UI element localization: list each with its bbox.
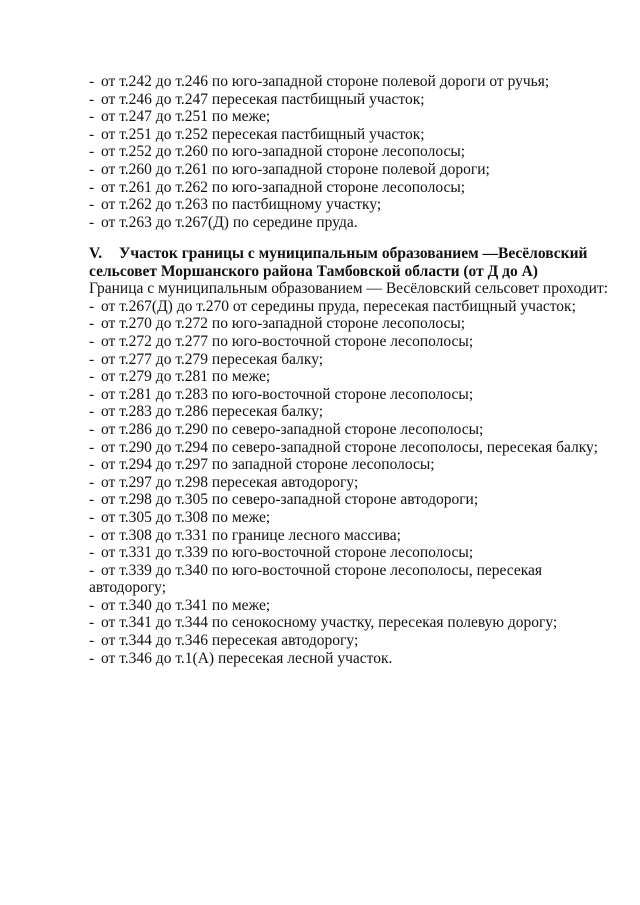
list-dash: - <box>89 456 95 474</box>
list-item-text: от т.242 до т.246 по юго-западной стороне полевой дороги от ручья; <box>101 73 550 90</box>
section-intro: Граница с муниципальным образованием — Весёловский сельсовет проходит: <box>89 280 609 298</box>
boundary-list-lower <box>89 298 609 667</box>
list-item-text: от т.261 до т.262 по юго-западной стороне лесополосы; <box>101 178 466 196</box>
list-dash: - <box>89 315 95 333</box>
list-item <box>89 143 609 161</box>
list-item <box>89 632 609 650</box>
list-item-text: от т.281 до т.283 по юго-восточной стороне лесополосы; <box>101 385 474 403</box>
list-item <box>89 509 609 527</box>
list-item <box>89 351 609 369</box>
list-item <box>89 196 609 214</box>
list-dash: - <box>89 90 95 108</box>
list-dash: - <box>89 213 95 231</box>
list-item <box>89 474 609 492</box>
list-dash: - <box>89 350 95 368</box>
list-item-text: от т.252 до т.260 по юго-западной стороне лесополосы; <box>101 143 466 161</box>
list-dash: - <box>89 438 95 456</box>
list-item <box>89 108 609 126</box>
list-item <box>89 544 609 562</box>
list-dash: - <box>89 632 95 650</box>
list-item <box>89 491 609 509</box>
list-item <box>89 421 609 439</box>
list-item <box>89 614 609 632</box>
list-dash: - <box>89 108 95 126</box>
list-item-text: от т.308 до т.331 по границе лесного массива; <box>101 526 401 544</box>
list-item-text: от т.305 до т.308 по меже; <box>101 508 271 526</box>
list-item-text: от т.331 до т.339 по юго-восточной стороне лесополосы; <box>101 544 474 562</box>
list-dash: - <box>89 544 95 562</box>
section-number: V. <box>89 245 103 262</box>
section-v <box>89 245 609 667</box>
list-item-text: от т.279 до т.281 по меже; <box>101 368 271 386</box>
list-dash: - <box>89 614 95 632</box>
list-dash: - <box>89 649 95 667</box>
list-dash: - <box>89 160 95 178</box>
list-dash: - <box>89 491 95 509</box>
list-item-text: от т.340 до т.341 по меже; <box>101 596 271 614</box>
list-dash: - <box>89 143 95 161</box>
list-item-text: от т.270 до т.272 по юго-западной стороне лесополосы; <box>101 315 466 333</box>
list-item <box>89 333 609 351</box>
list-dash: - <box>89 332 95 350</box>
list-item <box>89 126 609 144</box>
section-title-line1: Участок границы с муниципальным образованием —Весёловский <box>119 245 588 262</box>
list-item-text: от т.298 до т.305 по северо-западной стороне автодороги; <box>101 491 479 509</box>
list-item-text: от т.272 до т.277 по юго-восточной стороне лесополосы; <box>101 332 474 350</box>
list-item <box>89 91 609 109</box>
list-dash: - <box>89 561 95 579</box>
list-item-text: от т.263 до т.267(Д) по середине пруда. <box>101 213 358 231</box>
list-item-text: от т.251 до т.252 пересекая пастбищный участок; <box>101 125 425 143</box>
list-dash: - <box>89 596 95 614</box>
list-item-text: от т.247 до т.251 по меже; <box>101 108 271 126</box>
list-item-text: от т.277 до т.279 пересекая балку; <box>101 350 324 368</box>
list-item-text: от т.262 до т.263 по пастбищному участку; <box>101 196 382 214</box>
list-item <box>89 214 609 232</box>
list-item <box>89 403 609 421</box>
list-item <box>89 368 609 386</box>
list-dash: - <box>89 178 95 196</box>
list-dash: - <box>89 125 95 143</box>
list-item-text: от т.267(Д) до т.270 от середины пруда, пересекая пастбищный участок; <box>101 297 576 315</box>
list-item-text: от т.297 до т.298 пересекая автодорогу; <box>101 473 359 491</box>
boundary-list-upper <box>89 73 609 231</box>
list-item <box>89 298 609 316</box>
list-item <box>89 386 609 404</box>
list-item-text: от т.339 до т.340 по юго-восточной стороне лесополосы, пересекая автодорогу; <box>89 561 543 597</box>
list-item <box>89 527 609 545</box>
list-item <box>89 73 609 91</box>
section-title-line2: сельсовет Моршанского района Тамбовской области (от Д до А) <box>89 262 538 280</box>
list-item <box>89 179 609 197</box>
list-item-text: от т.290 до т.294 по северо-западной стороне лесополосы, пересекая балку; <box>101 438 598 456</box>
list-dash: - <box>89 403 95 421</box>
list-item <box>89 562 609 597</box>
list-item-text: от т.346 до т.1(А) пересекая лесной участок. <box>101 649 393 667</box>
list-item-text: от т.246 до т.247 пересекая пастбищный участок; <box>101 90 425 108</box>
list-item <box>89 439 609 457</box>
list-item <box>89 456 609 474</box>
list-item <box>89 650 609 668</box>
list-dash: - <box>89 196 95 214</box>
list-item-text: от т.344 до т.346 пересекая автодорогу; <box>101 632 359 650</box>
list-item <box>89 161 609 179</box>
list-dash: - <box>89 420 95 438</box>
list-dash: - <box>89 368 95 386</box>
list-dash: - <box>89 508 95 526</box>
list-item-text: от т.283 до т.286 пересекая балку; <box>101 403 324 421</box>
section-heading <box>89 245 609 280</box>
list-item <box>89 315 609 333</box>
list-dash: - <box>89 473 95 491</box>
list-dash: - <box>89 385 95 403</box>
list-item-text: от т.286 до т.290 по северо-западной стороне лесополосы; <box>101 420 484 438</box>
list-item <box>89 597 609 615</box>
list-dash: - <box>89 297 95 315</box>
list-item-text: от т.260 до т.261 по юго-западной стороне полевой дороги; <box>101 160 490 178</box>
list-dash: - <box>89 526 95 544</box>
list-item-text: от т.294 до т.297 по западной стороне лесополосы; <box>101 456 435 474</box>
list-item-text: от т.341 до т.344 по сенокосному участку, пересекая полевую дорогу; <box>101 614 558 632</box>
list-dash: - <box>89 73 95 90</box>
